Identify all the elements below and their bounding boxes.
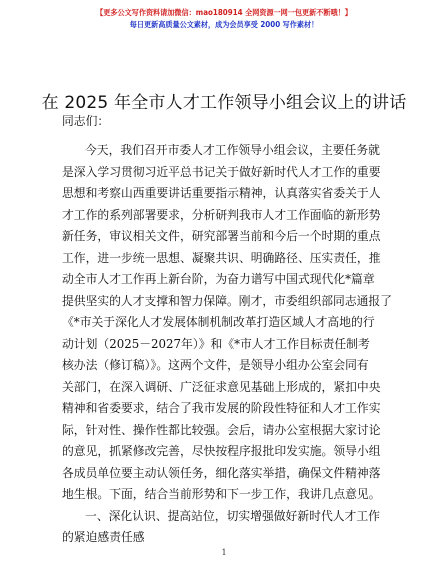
body-line: 今天，我们召开市委人才工作领导小组会议，主要任务就: [85, 143, 380, 157]
body-line: 思想和考察山西重要讲话重要指示精神，认真落实省委关于人: [62, 186, 381, 200]
body-line: 核办法（修订稿）》。这两个文件，是领导小组办公室会同有: [62, 358, 369, 372]
body-line: 是深入学习贯彻习近平总书记关于做好新时代人才工作的重要: [62, 164, 381, 179]
body-line: 提供坚实的人才支撑和智力保障。刚才，市委组织部同志通报了: [62, 293, 392, 308]
body-line: 际，针对性、操作性都比较强。会后，请办公室根据大家讨论: [62, 422, 381, 437]
section-heading-line1: 一、深化认识、提高站位，切实增强做好新时代人才工作: [85, 508, 380, 523]
document-body: [62, 140, 392, 549]
body-line: 的意见，抓紧修改完善，尽快按程序报批印发实施。领导小组: [62, 444, 381, 458]
promo-banner-line2: 每日更新高质量公文素材，成为会员享受 2000 写作素材！: [129, 19, 319, 29]
body-line: 关部门，在深入调研、广泛征求意见基础上形成的，紧扣中央: [62, 379, 381, 394]
body-line: 各成员单位要主动认领任务，细化落实举措，确保文件精神落: [62, 465, 381, 480]
body-line: 《*市关于深化人才发展体制机制改革打造区域人才高地的行: [62, 315, 375, 329]
promo-banner-line1: 【更多公文写作资料请加微信：mao180914 全网资源一网一包更新不断哦！】: [96, 8, 352, 17]
greeting-line: 同志们：: [62, 114, 110, 128]
body-line: 新任务，审议相关文件，研究部署当前和今后一个时期的重点: [62, 229, 381, 243]
body-line: 地生根。下面，结合当前形势和下一步工作，我讲几点意见。: [62, 487, 381, 501]
body-line: 动全市人才工作再上新台阶，为奋力谱写中国式现代化*篇章: [62, 272, 375, 286]
section-heading-line2: 的紧迫感责任感: [62, 530, 145, 544]
body-line: 动计划（2025－2027年）》和《*市人才工作目标责任制考: [62, 336, 370, 351]
page-number: 1: [221, 548, 227, 557]
document-greeting: [62, 111, 392, 133]
body-line: 才工作的系列部署要求，分析研判我市人才工作面临的新形势: [62, 207, 381, 222]
body-line: 工作，进一步统一思想、凝聚共识、明确路径、压实责任，推: [62, 250, 381, 265]
promo-banner: [0, 9, 448, 28]
document-title: 在 2025 年全市人才工作领导小组会议上的讲话: [41, 93, 407, 113]
body-line: 精神和省委要求，结合了我市发展的阶段性特征和人才工作实: [62, 401, 381, 415]
